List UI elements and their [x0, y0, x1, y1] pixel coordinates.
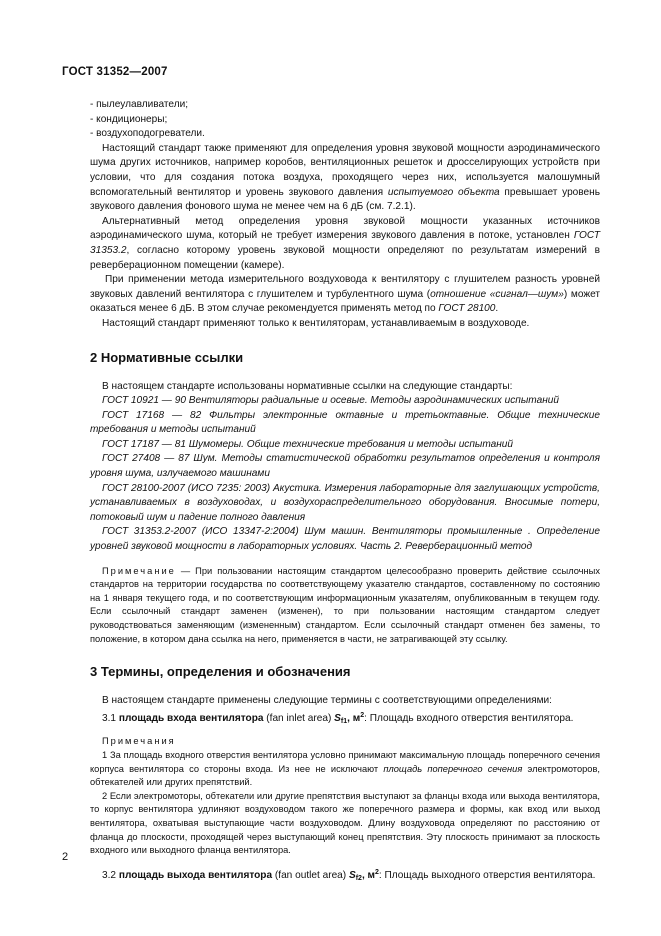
- reference-item: ГОСТ 10921 — 90 Вентиляторы радиальные и осевые. Методы аэродинамических испытаний: [102, 395, 559, 407]
- list-item: - пылеулавливатели;: [90, 99, 189, 110]
- paragraph: При применении метода измерительного воздуховода к вентилятору с глушителем разность уровней звуковых давлений вентилятора с глушителем и турбулентного шума (отношение «сигнал—шум») может оказаться менее 6 дБ. В этом случае рекомендуется применять метод по ГОСТ 28100.: [90, 274, 601, 315]
- reference-item: ГОСТ 28100-2007 (ИСО 7235: 2003) Акустика. Измерения лабораторные для заглушающих устройств, устанавливаемых в воздуховодах, и воздухораспределительного оборудования. Вносимые потери, потоковый шум и падение полного давления: [90, 482, 600, 523]
- section-title: 2 Нормативные ссылки: [90, 349, 244, 365]
- note-item: 1 За площадь входного отверстия вентилятора условно принимают максимальную площадь поперечного сечения корпуса вентилятора со стороны входа. Из нее не исключают площадь поперечного сечения электромоторов, обтекателей или других препятствий.: [90, 749, 600, 788]
- notes: [90, 735, 600, 857]
- document-header: ГОСТ 31352—2007: [62, 66, 168, 78]
- notes-label: Примечания: [102, 736, 176, 747]
- note: Примечание — При пользовании настоящим стандартом целесообразно проверить действие ссылочных стандартов на территории государства по соответствующему указателю стандартов, составленному по состоянию на 1 января текущего года, и по соответствующим информационным указателям, опубликованным в текущем году. Если ссылочный стандарт заменен (изменен), то при пользовании настоящим стандартом следует руководствоваться заменяющим (измененным) стандартом. Если ссылочный стандарт отменен без замены, то положение, в котором дана ссылка на него, применяется в части, не затрагивающей эту ссылку.: [90, 565, 600, 644]
- paragraph: Настоящий стандарт применяют только к вентиляторам, устанавливаемым в воздуховоде.: [102, 317, 530, 329]
- note-label: Примечание: [102, 565, 176, 576]
- reference-item: ГОСТ 27408 — 87 Шум. Методы статистической обработки результатов определения и контроля уровня шума, излучаемого машинами: [90, 453, 600, 480]
- note-item: 2 Если электромоторы, обтекатели или другие препятствия выступают за фланцы входа или выхода вентилятора, то корпус вентилятора удлиняют воздуховодом такого же поперечного размера и формы, как вход или выход вентилятора, охватывая выступающие части воздуховодом. Длину воздуховода определяют по расстоянию от фланца до плоскости, проходящей через выступающий конец препятствия. Эту плоскость принимают за плоскость входного или выходного фланца вентилятора.: [90, 790, 600, 856]
- paragraph: В настоящем стандарте использованы нормативные ссылки на следующие стандарты:: [102, 380, 513, 392]
- reference-item: ГОСТ 17187 — 81 Шумомеры. Общие технические требования и методы испытаний: [102, 438, 514, 450]
- list-item: - кондиционеры;: [90, 113, 168, 125]
- section-title: 3 Термины, определения и обозначения: [90, 664, 351, 680]
- page-number: 2: [62, 851, 69, 863]
- term-definition: 3.2 площадь выхода вентилятора (fan outlet area) $S_{f2}$, $м^2$: Площадь выходного отверстия вентилятора.: [102, 868, 596, 882]
- paragraph: Настоящий стандарт также применяют для определения уровня звуковой мощности аэродинамического шума других источников, например коробов, вентиляционных решеток и дросселирующих устройств при условии, что для создания потока воздуха, проходящего через них, используется малошумный вспомогательный вентилятор и уровень звукового давления испытуемого объекта превышает уровень звукового давления фонового шума не менее чем на 6 дБ (см. 7.2.1).: [90, 142, 600, 213]
- term-definition: 3.1 площадь входа вентилятора (fan inlet area) $S_{f1}$, $м^2$: Площадь входного отверстия вентилятора.: [102, 711, 574, 725]
- paragraph: Альтернативный метод определения уровня звуковой мощности указанных источников аэродинамического шума, который не требует измерения звукового давления в потоке, установлен ГОСТ 31353.2, согласно которому уровень звуковой мощности определяют по результатам измерений в реверберационном помещении (камере).: [90, 215, 600, 271]
- paragraph: В настоящем стандарте применены следующие термины с соответствующими определениями:: [102, 695, 552, 707]
- page-content: [90, 98, 600, 886]
- list-item: - воздухоподогреватели.: [90, 128, 205, 140]
- reference-item: ГОСТ 17168 — 82 Фильтры электронные октавные и третьоктавные. Общие технические требования и методы испытаний: [90, 409, 600, 436]
- reference-item: ГОСТ 31353.2-2007 (ИСО 13347-2:2004) Шум машин. Вентиляторы промышленные . Определение уровней звуковой мощности в лабораторных условиях. Часть 2. Реверберационный метод: [90, 526, 600, 553]
